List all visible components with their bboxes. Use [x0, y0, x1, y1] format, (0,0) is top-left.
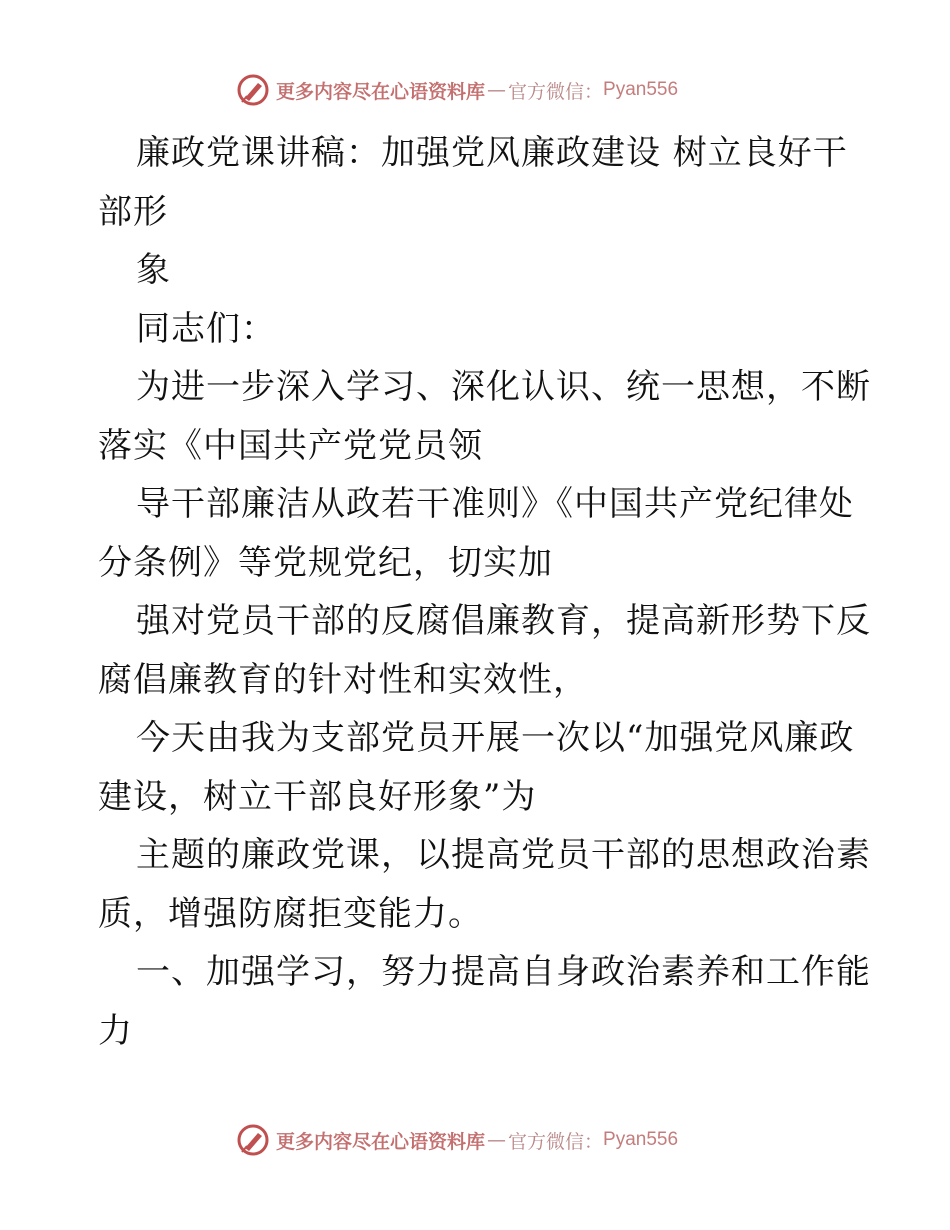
banner-wechat-id: Pyan556	[603, 1129, 679, 1150]
document-title-line-2: 部形	[98, 191, 168, 232]
document-title-line-3: 象	[136, 250, 171, 290]
banner-separator: —	[487, 1129, 507, 1151]
paragraph-line: 导干部廉洁从政若干准则》《中国共产党纪律处	[136, 484, 854, 524]
section-heading-line: 力	[98, 1010, 133, 1051]
document-body	[98, 124, 871, 1060]
salutation: 同志们：	[136, 308, 276, 349]
footer-banner	[236, 1122, 756, 1158]
header-banner	[236, 72, 756, 108]
paragraph-line: 为进一步深入学习、深化认识、统一思想，不断	[136, 367, 871, 407]
pen-logo-icon	[236, 1123, 270, 1157]
paragraph-line: 今天由我为支部党员开展一次以“加强党风廉政	[136, 718, 855, 758]
paragraph-line: 落实《中国共产党党员领	[98, 425, 483, 466]
banner-wechat-id: Pyan556	[603, 79, 679, 100]
paragraph-line: 建设，树立干部良好形象”为	[98, 776, 537, 817]
banner-brand-text: 更多内容尽在心语资料库	[276, 80, 486, 103]
paragraph-line: 强对党员干部的反腐倡廉教育，提高新形势下反	[136, 601, 871, 641]
section-heading-line: 一、加强学习，努力提高自身政治素养和工作能	[136, 952, 871, 992]
document-title-line-1: 廉政党课讲稿：加强党风廉政建设 树立良好干	[136, 133, 848, 173]
banner-separator: —	[487, 79, 507, 101]
paragraph-line: 主题的廉政党课，以提高党员干部的思想政治素	[136, 835, 871, 875]
banner-wechat-label: 官方微信：	[508, 1130, 604, 1153]
paragraph-line: 腐倡廉教育的针对性和实效性，	[98, 659, 588, 700]
paragraph-line: 质，增强防腐拒变能力。	[98, 893, 483, 934]
banner-wechat-label: 官方微信：	[508, 80, 604, 103]
pen-logo-icon	[236, 73, 270, 107]
banner-brand-text: 更多内容尽在心语资料库	[276, 1130, 486, 1153]
paragraph-line: 分条例》等党规党纪，切实加	[98, 542, 553, 583]
